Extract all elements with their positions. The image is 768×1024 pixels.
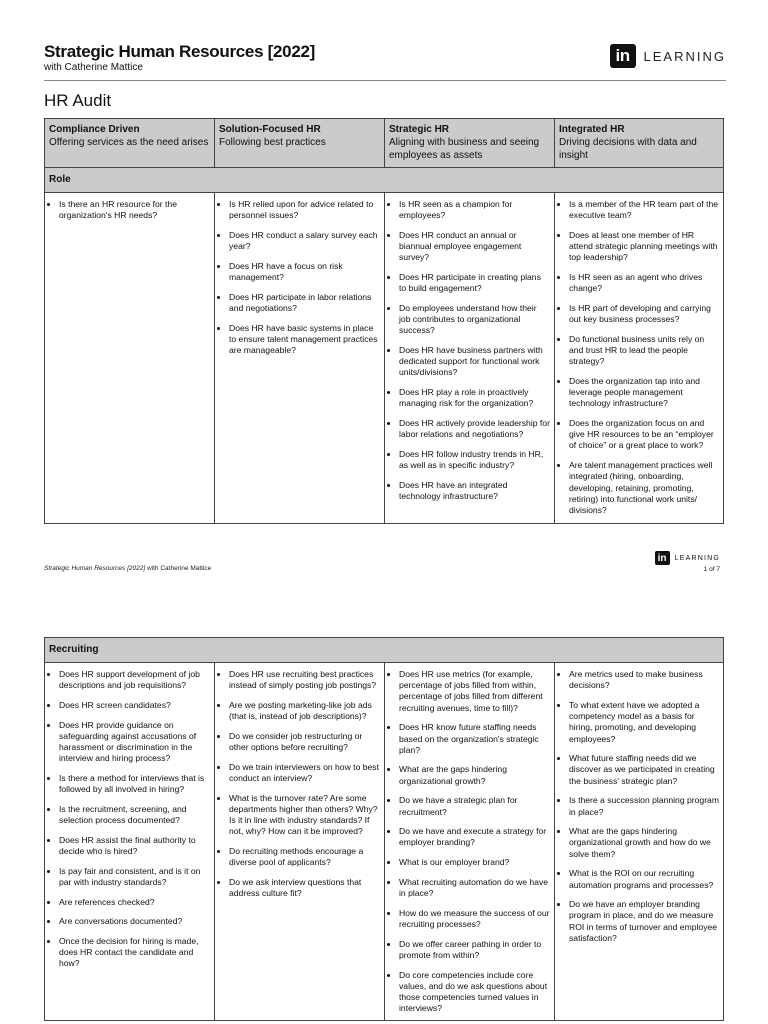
linkedin-learning-logo [610,44,726,68]
table-cell [385,193,555,524]
question-item: • Does HR play a role in proactively managing risk for the organization? [399,387,550,409]
role-row-header [45,168,724,193]
question-item: • Do we have a strategic plan for recruitment? [399,795,550,817]
question-item: • Does HR conduct an annual or biannual employee engagement survey? [399,230,550,264]
page-number: 1 of 7 [703,566,720,573]
question-item: • Does HR participate in labor relations and negotiations? [229,292,380,314]
column-description: Driving decisions with data and insight [559,137,697,161]
footer-course-title: Strategic Human Resources [2022] [44,565,146,572]
table-cell [215,193,385,524]
role-label: Role [45,168,724,193]
question-item: • Do recruiting methods encourage a diverse pool of applicants? [229,846,380,868]
column-header [215,119,385,168]
footer-logo [655,551,720,565]
column-header-row [45,119,724,168]
column-title: Solution-Focused HR [219,124,321,135]
question-list [555,663,723,950]
column-description: Offering services as the need arises [49,137,209,148]
table-cell [45,663,215,1021]
question-item: • Are we posting marketing-like job ads (that is, instead of job descriptions)? [229,700,380,722]
column-description: Following best practices [219,137,326,148]
question-list [385,663,554,1020]
footer-course [44,565,211,572]
question-item: • Do we train interviewers on how to best conduct an interview? [229,762,380,784]
question-item: • Are references checked? [59,897,210,908]
question-item: • Does HR conduct a salary survey each year? [229,230,380,252]
question-item: • Is HR seen as an agent who drives change? [569,272,719,294]
table-cell [555,663,724,1021]
question-item: • Do we ask interview questions that address culture fit? [229,877,380,899]
table-cell [385,663,555,1021]
section-title: HR Audit [44,91,112,110]
column-header [45,119,215,168]
question-item: • Does HR participate in creating plans to build engagement? [399,272,550,294]
question-item: • Is there a method for interviews that is followed by all involved in hiring? [59,773,210,795]
question-item: • Does HR support development of job descriptions and job requisitions? [59,669,210,691]
question-list [385,193,554,508]
question-item: • Do core competencies include core values, and do we ask questions about those competencies turned values in interviews? [399,970,550,1015]
question-item: • Is a member of the HR team part of the executive team? [569,199,719,221]
role-row [45,193,724,524]
question-item: • Is HR relied upon for advice related to personnel issues? [229,199,380,221]
question-list [45,663,214,976]
question-item: • Are conversations documented? [59,916,210,927]
linkedin-icon: in [610,44,636,68]
table-cell [555,193,724,524]
question-item: • Does HR have basic systems in place to ensure talent management practices are manageable? [229,323,380,357]
question-item: • What recruiting automation do we have in place? [399,877,550,899]
question-item: • What future staffing needs did we discover as we participated in creating the business' strategic plan? [569,753,719,787]
document-subtitle: with Catherine Mattice [44,62,143,73]
document-title: Strategic Human Resources [2022] [44,42,316,61]
table-cell [45,193,215,524]
linkedin-icon: in [655,551,670,565]
footer-brand-block [655,551,720,573]
question-item: • What are the gaps hindering organizational growth? [399,764,550,786]
question-list [215,663,384,905]
question-item: • Do we consider job restructuring or other options before recruiting? [229,731,380,753]
question-item: • Is there a succession planning program in place? [569,795,719,817]
question-item: • Is HR part of developing and carrying out key business processes? [569,303,719,325]
question-item: • Are metrics used to make business decisions? [569,669,719,691]
question-item: • Are talent management practices well integrated (hiring, onboarding, developing, retaining, promoting, retiring) into functional work units/ divisions? [569,460,719,516]
question-item: • Does HR know future staffing needs based on the organization's strategic plan? [399,722,550,756]
table-cell [215,663,385,1021]
page-header [44,40,726,81]
footer-brand-text: LEARNING [674,554,720,562]
question-item: • Do we have and execute a strategy for employer branding? [399,826,550,848]
brand-text: LEARNING [643,48,726,64]
question-item: • Do employees understand how their job contributes to organizational success? [399,303,550,337]
question-item: • How do we measure the success of our recruiting processes? [399,908,550,930]
column-header [385,119,555,168]
question-item: • Does HR assist the final authority to decide who is hired? [59,835,210,857]
question-item: • Does the organization focus on and give HR resources to be an “employer of choice” or a great place to work? [569,418,719,452]
question-item: • Is pay fair and consistent, and is it on par with industry standards? [59,866,210,888]
question-item: • Does the organization tap into and leverage people management technology infrastructure? [569,376,719,410]
question-item: • Does HR screen candidates? [59,700,210,711]
question-item: • Does at least one member of HR attend strategic planning meetings with top leadership? [569,230,719,264]
question-list [45,193,214,227]
question-item: • Do functional business units rely on and trust HR to lead the people strategy? [569,334,719,368]
question-item: • Once the decision for hiring is made, does HR contact the candidate and how? [59,936,210,970]
question-item: • Is there an HR resource for the organization's HR needs? [59,199,210,221]
question-item: • Do we have an employer branding program in place, and do we measure ROI in terms of turnover and employee satisfaction? [569,899,719,944]
question-list [215,193,384,362]
recruiting-row-header [45,638,724,663]
column-description: Aligning with business and seeing employees as assets [389,137,540,161]
column-title: Strategic HR [389,124,450,135]
question-item: • What is the ROI on our recruiting automation programs and processes? [569,868,719,890]
question-list [555,193,723,522]
audit-table-page-2 [44,637,724,1021]
question-item: • What are the gaps hindering organizational growth and how do we solve them? [569,826,719,860]
column-header [555,119,724,168]
recruiting-row [45,663,724,1021]
question-item: • What is the turnover rate? Are some departments higher than others? Why? Is it in line with industry standards? If not, why? How can it be improved? [229,793,380,838]
question-item: • Does HR use metrics (for example, percentage of jobs filled from within, percentage of jobs filled from different recruiting avenues, time to fill)? [399,669,550,714]
question-item: • Does HR have an integrated technology infrastructure? [399,480,550,502]
question-item: • Does HR have a focus on risk management? [229,261,380,283]
audit-table-page-1 [44,118,724,524]
question-item: • Is HR seen as a champion for employees? [399,199,550,221]
question-item: • To what extent have we adopted a competency model as a basis for hiring, promoting, and developing employees? [569,700,719,745]
question-item: • What is our employer brand? [399,857,550,868]
question-item: • Does HR follow industry trends in HR, as well as in specific industry? [399,449,550,471]
question-item: • Does HR actively provide leadership for labor relations and negotiations? [399,418,550,440]
question-item: • Does HR provide guidance on safeguarding against accusations of harassment or discrimination in the interview and hiring process? [59,720,210,765]
column-title: Integrated HR [559,124,625,135]
footer-course-author: with Catherine Mattice [145,565,212,572]
question-item: • Does HR use recruiting best practices instead of simply posting job postings? [229,669,380,691]
question-item: • Do we offer career pathing in order to promote from within? [399,939,550,961]
question-item: • Is the recruitment, screening, and selection process documented? [59,804,210,826]
question-item: • Does HR have business partners with dedicated support for functional work units/divisions? [399,345,550,379]
column-title: Compliance Driven [49,124,140,135]
recruiting-label: Recruiting [45,638,724,663]
